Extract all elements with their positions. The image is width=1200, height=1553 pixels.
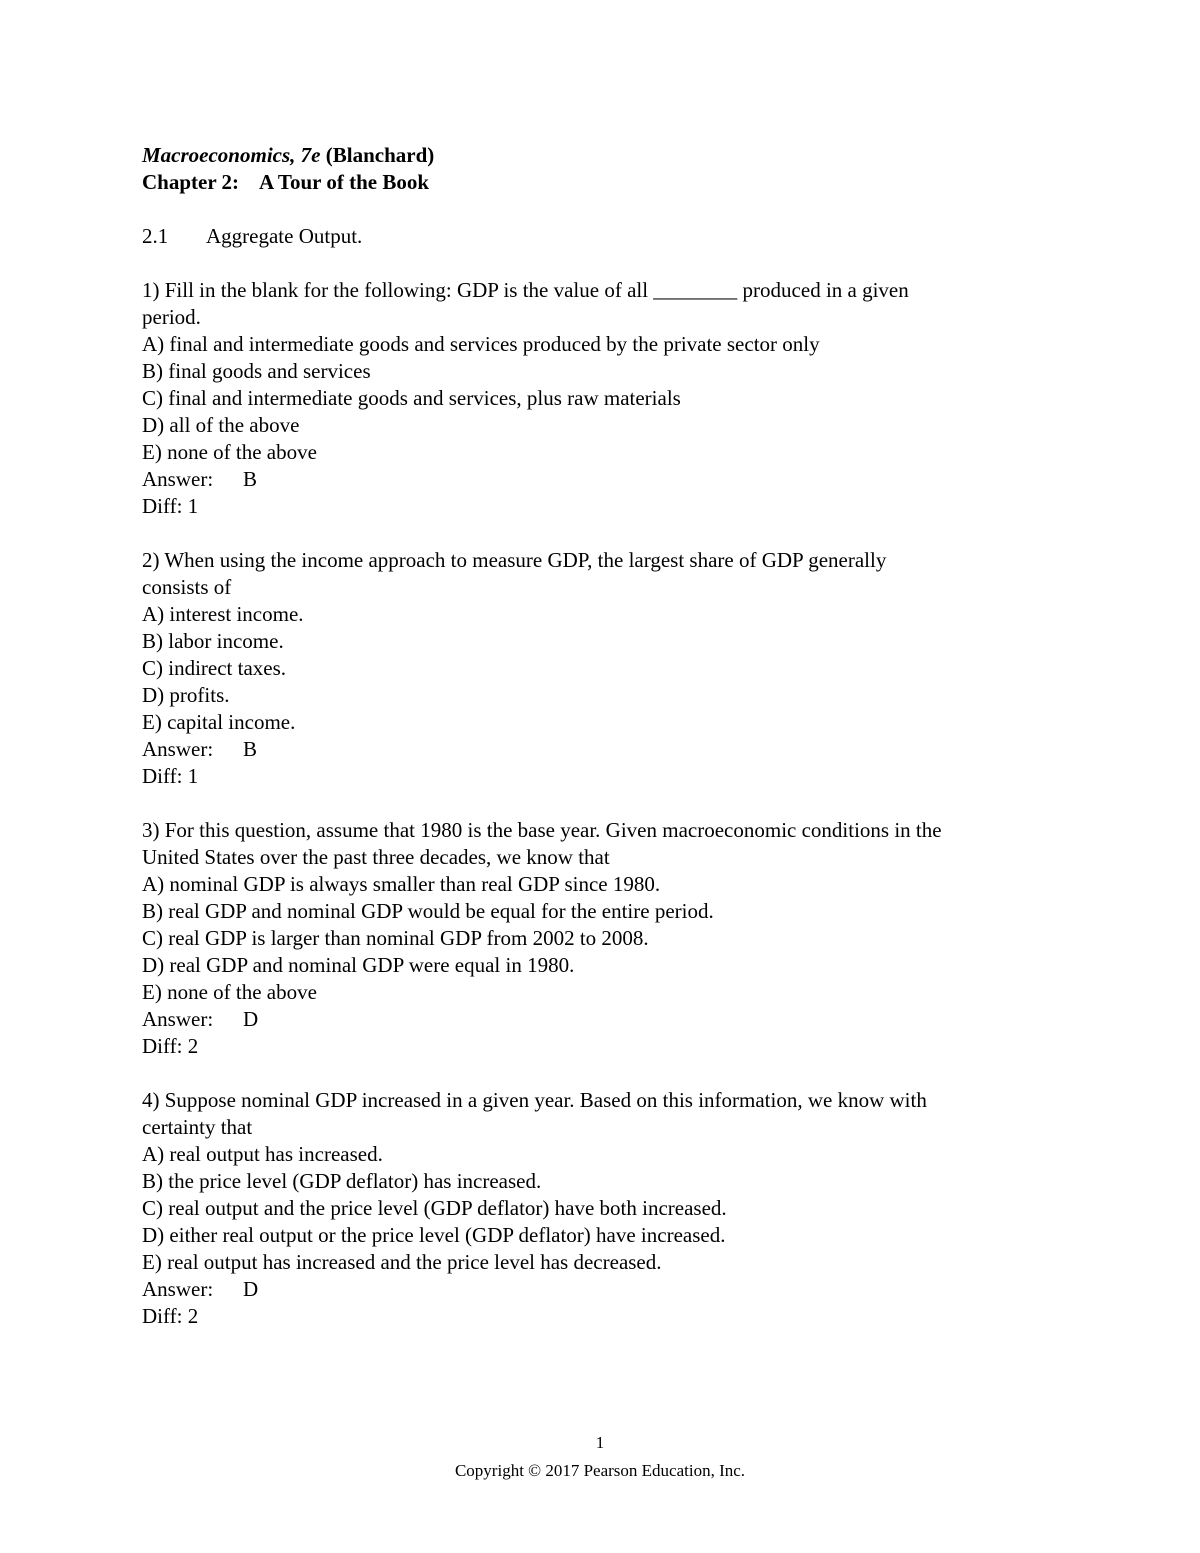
difficulty-line: Diff: 2 — [142, 1304, 199, 1328]
book-title: Macroeconomics, 7e — [142, 143, 321, 167]
answer-option: B) final goods and services — [142, 359, 371, 383]
answer-value: D — [243, 1277, 259, 1301]
chapter-title: A Tour of the Book — [259, 170, 430, 194]
question-text: 2) When using the income approach to measure GDP, the largest share of GDP generally — [142, 548, 887, 572]
answer-option: B) labor income. — [142, 629, 284, 653]
question-text: 1) Fill in the blank for the following: GDP is the value of all ________ produced in a given — [142, 278, 909, 302]
difficulty-line: Diff: 2 — [142, 1034, 199, 1058]
answer-option: B) real GDP and nominal GDP would be equal for the entire period. — [142, 899, 714, 923]
answer-option: A) real output has increased. — [142, 1142, 383, 1166]
answer-value: B — [243, 737, 258, 761]
answer-value: D — [243, 1007, 259, 1031]
answer-label: Answer: — [142, 1007, 214, 1031]
chapter-label: Chapter 2: — [142, 170, 240, 194]
answer-option: C) real output and the price level (GDP deflator) have both increased. — [142, 1196, 727, 1220]
question-text: consists of — [142, 575, 232, 599]
question-list — [142, 277, 1052, 1330]
question-text: 3) For this question, assume that 1980 is the base year. Given macroeconomic conditions in the — [142, 818, 942, 842]
answer-label: Answer: — [142, 1277, 214, 1301]
question-text: 4) Suppose nominal GDP increased in a given year. Based on this information, we know with — [142, 1088, 927, 1112]
answer-label: Answer: — [142, 737, 214, 761]
copyright-notice: Copyright © 2017 Pearson Education, Inc. — [454, 1461, 746, 1480]
answer-option: A) nominal GDP is always smaller than real GDP since 1980. — [142, 872, 661, 896]
answer-option: E) capital income. — [142, 710, 296, 734]
difficulty-line: Diff: 1 — [142, 764, 199, 788]
answer-option: E) none of the above — [142, 980, 317, 1004]
answer-line — [142, 1276, 1052, 1303]
answer-option: C) indirect taxes. — [142, 656, 287, 680]
book-author: (Blanchard) — [325, 143, 435, 167]
section-heading — [142, 223, 1052, 250]
question-item — [142, 817, 1052, 1060]
question-text: certainty that — [142, 1115, 253, 1139]
question-text: United States over the past three decades, we know that — [142, 845, 610, 869]
page-content — [142, 142, 1052, 1330]
answer-value: B — [243, 467, 258, 491]
answer-line — [142, 466, 1052, 493]
section-number: 2.1 — [142, 224, 169, 248]
answer-line — [142, 1006, 1052, 1033]
chapter-heading — [142, 169, 1052, 196]
question-item — [142, 547, 1052, 790]
answer-option: E) real output has increased and the price level has decreased. — [142, 1250, 662, 1274]
question-item — [142, 277, 1052, 520]
difficulty-line: Diff: 1 — [142, 494, 199, 518]
question-text: period. — [142, 305, 201, 329]
question-item — [142, 1087, 1052, 1330]
answer-option: D) either real output or the price level (GDP deflator) have increased. — [142, 1223, 726, 1247]
answer-option: A) final and intermediate goods and services produced by the private sector only — [142, 332, 820, 356]
answer-option: D) all of the above — [142, 413, 300, 437]
answer-option: D) real GDP and nominal GDP were equal in 1980. — [142, 953, 575, 977]
answer-option: B) the price level (GDP deflator) has increased. — [142, 1169, 542, 1193]
answer-option: E) none of the above — [142, 440, 317, 464]
answer-option: C) real GDP is larger than nominal GDP from 2002 to 2008. — [142, 926, 649, 950]
answer-line — [142, 736, 1052, 763]
section-title: Aggregate Output. — [206, 224, 363, 248]
answer-option: A) interest income. — [142, 602, 304, 626]
answer-option: C) final and intermediate goods and services, plus raw materials — [142, 386, 681, 410]
book-title-line — [142, 142, 1052, 169]
answer-label: Answer: — [142, 467, 214, 491]
page-number: 1 — [595, 1433, 605, 1452]
answer-option: D) profits. — [142, 683, 230, 707]
